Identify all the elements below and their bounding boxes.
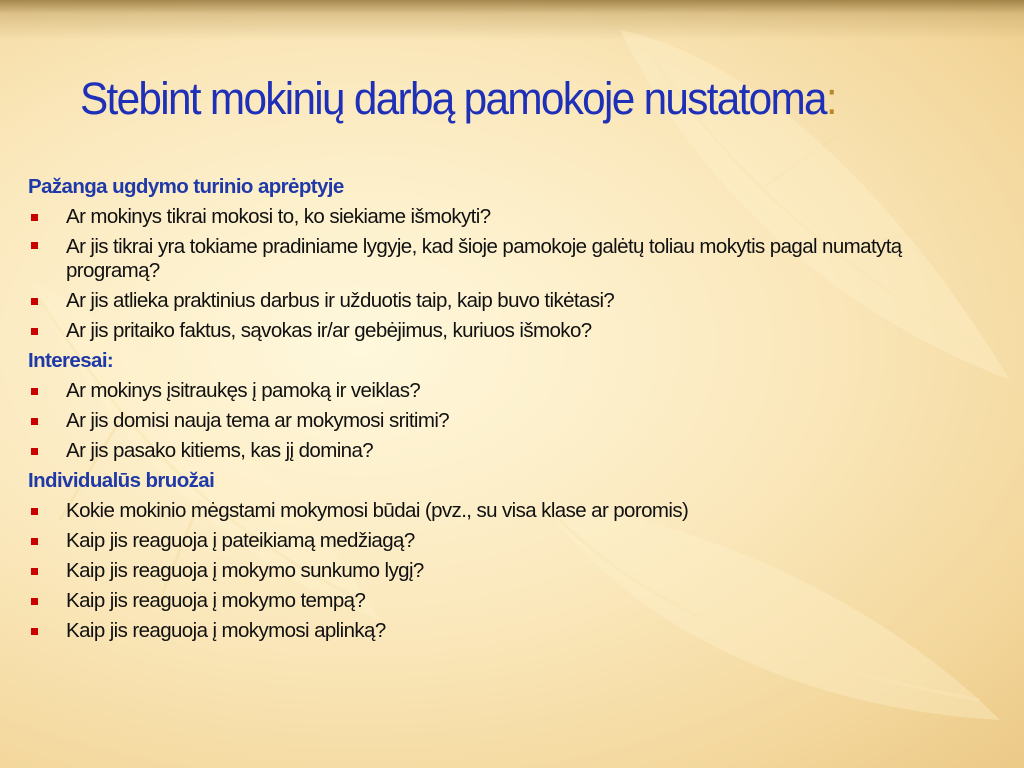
slide-title-colon: : [825,73,836,124]
list-item-text: Kaip jis reaguoja į mokymo sunkumo lygį? [66,559,424,582]
list-item [28,376,988,406]
bullet-list [28,496,988,646]
bullet-square-icon [31,214,38,221]
list-item-text: Ar mokinys įsitraukęs į pamoką ir veiklas? [66,379,421,402]
list-item [28,436,988,466]
bullet-square-icon [31,448,38,455]
list-item [28,316,988,346]
list-item-text: Ar jis tikrai yra tokiame pradiniame lygyje, kad šioje pamokoje galėtų toliau mokytis pagal numatytą programą? [66,235,902,282]
list-item [28,526,988,556]
section-progress [28,172,988,346]
slide-title [80,64,926,134]
section-individual-traits [28,466,988,646]
section-heading: Pažanga ugdymo turinio aprėptyje [28,175,344,198]
slide-title-text: Stebint mokinių darbą pamokoje nustatoma [80,73,826,124]
list-item-text: Ar mokinys tikrai mokosi to, ko siekiame išmokyti? [66,205,491,228]
bullet-square-icon [31,628,38,635]
list-item [28,496,988,526]
list-item [28,232,988,286]
bullet-square-icon [31,418,38,425]
list-item [28,286,988,316]
bullet-list [28,202,988,346]
list-item-text: Kokie mokinio mėgstami mokymosi būdai (pvz., su visa klase ar poromis) [66,499,689,522]
bullet-square-icon [31,242,38,249]
list-item-text: Kaip jis reaguoja į mokymo tempą? [66,589,366,612]
list-item-text: Ar jis atlieka praktinius darbus ir užduotis taip, kaip buvo tikėtasi? [66,289,615,312]
section-heading: Interesai: [28,349,114,372]
section-heading: Individualūs bruožai [28,469,215,492]
bullet-square-icon [31,388,38,395]
list-item [28,556,988,586]
bullet-square-icon [31,538,38,545]
list-item [28,586,988,616]
bullet-square-icon [31,298,38,305]
bullet-square-icon [31,328,38,335]
list-item [28,202,988,232]
list-item [28,616,988,646]
list-item-text: Kaip jis reaguoja į mokymosi aplinką? [66,619,386,642]
bullet-list [28,376,988,466]
bullet-square-icon [31,598,38,605]
list-item-text: Ar jis domisi nauja tema ar mokymosi sritimi? [66,409,450,432]
list-item-text: Ar jis pritaiko faktus, sąvokas ir/ar gebėjimus, kuriuos išmoko? [66,319,592,342]
bullet-square-icon [31,568,38,575]
list-item [28,406,988,436]
list-item-text: Ar jis pasako kitiems, kas jį domina? [66,439,374,462]
slide-content [28,172,988,646]
list-item-text: Kaip jis reaguoja į pateikiamą medžiagą? [66,529,415,552]
section-interests [28,346,988,466]
bullet-square-icon [31,508,38,515]
